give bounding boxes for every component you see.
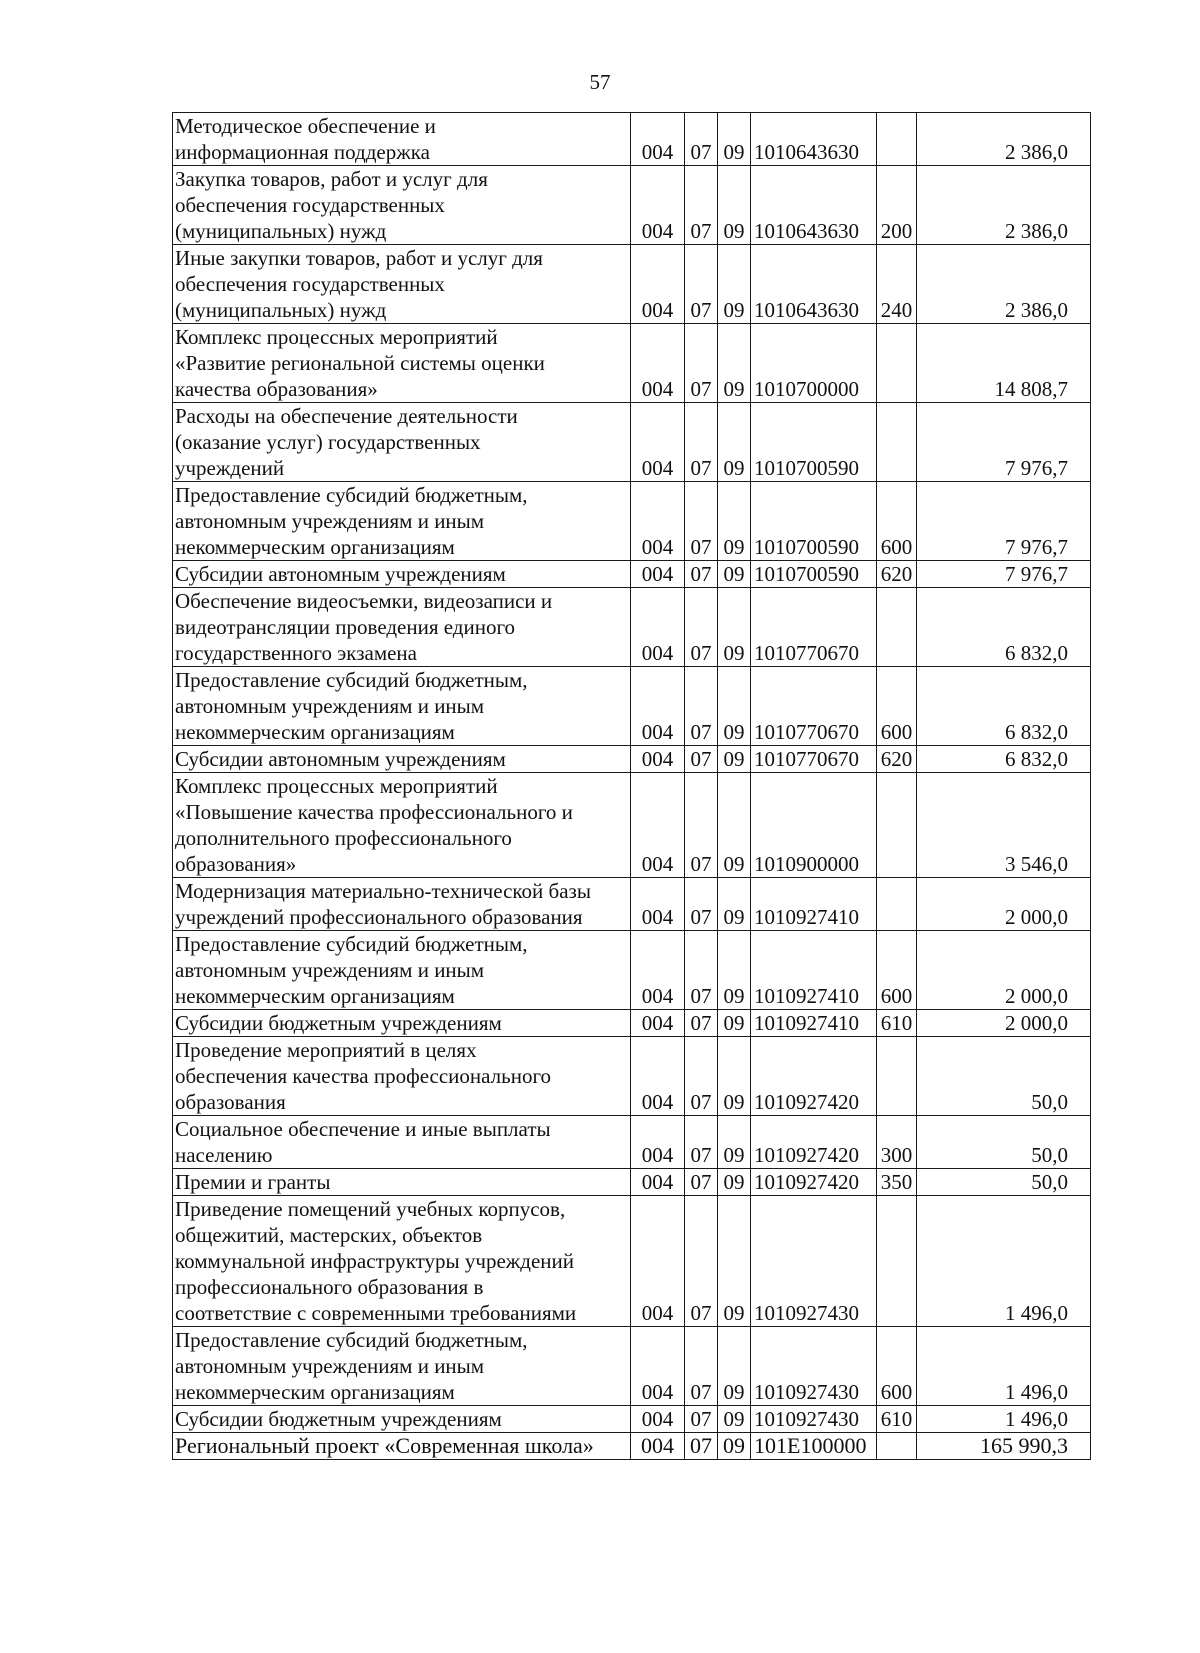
amount-cell: 7 976,7	[917, 561, 1091, 588]
expense-name-line: Иные закупки товаров, работ и услуг для	[175, 246, 543, 270]
expense-name-cell	[173, 588, 631, 667]
subsection-code-cell: 09	[718, 588, 751, 667]
department-code-cell: 004	[631, 1010, 685, 1037]
section-code-cell: 07	[685, 245, 718, 324]
expense-name-cell	[173, 1010, 631, 1037]
department-code-cell: 004	[631, 1169, 685, 1196]
expense-name-cell	[173, 773, 631, 878]
department-code-cell: 004	[631, 588, 685, 667]
table-row	[173, 878, 1091, 931]
amount-cell: 2 386,0	[917, 166, 1091, 245]
amount-cell: 50,0	[917, 1037, 1091, 1116]
section-code-cell: 07	[685, 1327, 718, 1406]
expense-name-line: Обеспечение видеосъемки, видеозаписи и	[175, 589, 553, 613]
expense-type-code-cell	[877, 113, 917, 166]
expense-type-code-cell	[877, 1433, 917, 1460]
table-row	[173, 667, 1091, 746]
target-article-code-cell: 1010643630	[751, 245, 877, 324]
subsection-code-cell: 09	[718, 113, 751, 166]
expense-name-cell	[173, 482, 631, 561]
amount-cell: 1 496,0	[917, 1327, 1091, 1406]
section-code-cell: 07	[685, 482, 718, 561]
subsection-code-cell: 09	[718, 403, 751, 482]
department-code-cell: 004	[631, 166, 685, 245]
department-code-cell: 004	[631, 1406, 685, 1433]
expense-name-line: соответствие с современными требованиями	[175, 1301, 577, 1325]
section-code-cell: 07	[685, 773, 718, 878]
table-row	[173, 1406, 1091, 1433]
expense-type-code-cell: 620	[877, 746, 917, 773]
expense-name-line: информационная поддержка	[175, 140, 430, 164]
amount-cell: 1 496,0	[917, 1196, 1091, 1327]
subsection-code-cell: 09	[718, 667, 751, 746]
department-code-cell: 004	[631, 324, 685, 403]
expense-name-cell	[173, 746, 631, 773]
subsection-code-cell: 09	[718, 324, 751, 403]
table-row	[173, 166, 1091, 245]
target-article-code-cell: 1010700590	[751, 482, 877, 561]
expense-name-line: некоммерческим организациям	[175, 720, 455, 744]
expense-type-code-cell	[877, 324, 917, 403]
section-code-cell: 07	[685, 561, 718, 588]
target-article-code-cell: 1010927420	[751, 1037, 877, 1116]
expense-name-line: видеотрансляции проведения единого	[175, 615, 516, 639]
expense-type-code-cell	[877, 588, 917, 667]
expense-name-line: автономным учреждениям и иным	[175, 958, 485, 982]
expense-name-cell	[173, 166, 631, 245]
subsection-code-cell: 09	[718, 1169, 751, 1196]
target-article-code-cell: 1010770670	[751, 588, 877, 667]
expense-type-code-cell	[877, 403, 917, 482]
department-code-cell: 004	[631, 746, 685, 773]
expense-name-line: Проведение мероприятий в целях	[175, 1038, 477, 1062]
expense-name-cell	[173, 113, 631, 166]
subsection-code-cell: 09	[718, 931, 751, 1010]
amount-cell: 6 832,0	[917, 588, 1091, 667]
expense-name-line: государственного экзамена	[175, 641, 417, 665]
expense-type-code-cell: 300	[877, 1116, 917, 1169]
target-article-code-cell: 1010643630	[751, 113, 877, 166]
subsection-code-cell: 09	[718, 1327, 751, 1406]
amount-cell: 2 386,0	[917, 113, 1091, 166]
section-code-cell: 07	[685, 166, 718, 245]
expense-name-line: Субсидии бюджетным учреждениям	[175, 1407, 502, 1431]
expense-type-code-cell: 200	[877, 166, 917, 245]
expense-name-line: обеспечения государственных	[175, 272, 445, 296]
section-code-cell: 07	[685, 667, 718, 746]
expense-name-line: учреждений профессионального образования	[175, 905, 583, 929]
target-article-code-cell: 1010927410	[751, 931, 877, 1010]
subsection-code-cell: 09	[718, 482, 751, 561]
expense-name-line: автономным учреждениям и иным	[175, 694, 485, 718]
department-code-cell: 004	[631, 1196, 685, 1327]
expense-name-line: Комплекс процессных мероприятий	[175, 325, 498, 349]
department-code-cell: 004	[631, 1433, 685, 1460]
department-code-cell: 004	[631, 931, 685, 1010]
budget-table	[172, 112, 1091, 1460]
target-article-code-cell: 1010927430	[751, 1406, 877, 1433]
subsection-code-cell: 09	[718, 1406, 751, 1433]
table-row	[173, 482, 1091, 561]
expense-type-code-cell: 600	[877, 482, 917, 561]
expense-name-line: Предоставление субсидий бюджетным,	[175, 1328, 528, 1352]
section-code-cell: 07	[685, 1433, 718, 1460]
table-row	[173, 1169, 1091, 1196]
table-row	[173, 773, 1091, 878]
department-code-cell: 004	[631, 113, 685, 166]
expense-name-cell	[173, 1196, 631, 1327]
expense-type-code-cell: 350	[877, 1169, 917, 1196]
amount-cell: 2 000,0	[917, 878, 1091, 931]
expense-name-line: Предоставление субсидий бюджетным,	[175, 932, 528, 956]
section-code-cell: 07	[685, 1010, 718, 1037]
amount-cell: 7 976,7	[917, 403, 1091, 482]
department-code-cell: 004	[631, 1327, 685, 1406]
table-row	[173, 561, 1091, 588]
section-code-cell: 07	[685, 1116, 718, 1169]
expense-name-line: Комплекс процессных мероприятий	[175, 774, 498, 798]
department-code-cell: 004	[631, 1116, 685, 1169]
department-code-cell: 004	[631, 482, 685, 561]
amount-cell: 7 976,7	[917, 482, 1091, 561]
section-code-cell: 07	[685, 403, 718, 482]
expense-name-line: образования»	[175, 852, 297, 876]
subsection-code-cell: 09	[718, 245, 751, 324]
target-article-code-cell: 1010927410	[751, 878, 877, 931]
subsection-code-cell: 09	[718, 746, 751, 773]
target-article-code-cell: 1010643630	[751, 166, 877, 245]
expense-name-line: Предоставление субсидий бюджетным,	[175, 483, 528, 507]
expense-type-code-cell	[877, 878, 917, 931]
subsection-code-cell: 09	[718, 773, 751, 878]
expense-name-line: обеспечения качества профессионального	[175, 1064, 552, 1088]
section-code-cell: 07	[685, 746, 718, 773]
expense-name-line: дополнительного профессионального	[175, 826, 512, 850]
section-code-cell: 07	[685, 1196, 718, 1327]
department-code-cell: 004	[631, 403, 685, 482]
target-article-code-cell: 1010927430	[751, 1327, 877, 1406]
expense-name-line: образования	[175, 1090, 286, 1114]
expense-name-line: Субсидии автономным учреждениям	[175, 562, 506, 586]
expense-name-line: (муниципальных) нужд	[175, 298, 387, 322]
subsection-code-cell: 09	[718, 1010, 751, 1037]
table-row	[173, 403, 1091, 482]
table-row	[173, 245, 1091, 324]
expense-name-cell	[173, 931, 631, 1010]
section-code-cell: 07	[685, 324, 718, 403]
table-row	[173, 1433, 1091, 1460]
expense-name-line: автономным учреждениям и иным	[175, 509, 485, 533]
expense-name-line: автономным учреждениям и иным	[175, 1354, 485, 1378]
expense-name-line: некоммерческим организациям	[175, 535, 455, 559]
expense-name-line: Премии и гранты	[175, 1170, 331, 1194]
expense-name-cell	[173, 1169, 631, 1196]
amount-cell: 2 000,0	[917, 1010, 1091, 1037]
target-article-code-cell: 1010770670	[751, 667, 877, 746]
subsection-code-cell: 09	[718, 1433, 751, 1460]
expense-name-cell	[173, 1433, 631, 1460]
target-article-code-cell: 1010900000	[751, 773, 877, 878]
expense-name-line: общежитий, мастерских, объектов	[175, 1223, 483, 1247]
amount-cell: 2 000,0	[917, 931, 1091, 1010]
section-code-cell: 07	[685, 113, 718, 166]
expense-type-code-cell: 600	[877, 1327, 917, 1406]
expense-name-line: Закупка товаров, работ и услуг для	[175, 167, 488, 191]
target-article-code-cell: 1010700590	[751, 403, 877, 482]
department-code-cell: 004	[631, 561, 685, 588]
subsection-code-cell: 09	[718, 561, 751, 588]
target-article-code-cell: 1010927420	[751, 1116, 877, 1169]
expense-name-cell	[173, 1406, 631, 1433]
target-article-code-cell: 101E100000	[751, 1433, 877, 1460]
section-code-cell: 07	[685, 878, 718, 931]
subsection-code-cell: 09	[718, 1037, 751, 1116]
section-code-cell: 07	[685, 931, 718, 1010]
expense-name-line: Предоставление субсидий бюджетным,	[175, 668, 528, 692]
target-article-code-cell: 1010770670	[751, 746, 877, 773]
expense-name-line: обеспечения государственных	[175, 193, 445, 217]
table-row	[173, 1010, 1091, 1037]
expense-type-code-cell	[877, 1196, 917, 1327]
expense-name-line: Социальное обеспечение и иные выплаты	[175, 1117, 551, 1141]
table-row	[173, 1116, 1091, 1169]
expense-type-code-cell	[877, 1037, 917, 1116]
expense-name-line: Расходы на обеспечение деятельности	[175, 404, 518, 428]
department-code-cell: 004	[631, 245, 685, 324]
expense-type-code-cell: 240	[877, 245, 917, 324]
expense-name-cell	[173, 1116, 631, 1169]
subsection-code-cell: 09	[718, 166, 751, 245]
section-code-cell: 07	[685, 1037, 718, 1116]
expense-name-cell	[173, 324, 631, 403]
expense-name-line: населению	[175, 1143, 273, 1167]
expense-name-line: (муниципальных) нужд	[175, 219, 387, 243]
expense-name-line: некоммерческим организациям	[175, 1380, 455, 1404]
expense-type-code-cell: 610	[877, 1406, 917, 1433]
table-row	[173, 746, 1091, 773]
expense-type-code-cell	[877, 773, 917, 878]
table-row	[173, 324, 1091, 403]
table-row	[173, 588, 1091, 667]
expense-name-line: (оказание услуг) государственных	[175, 430, 481, 454]
expense-name-line: «Развитие региональной системы оценки	[175, 351, 545, 375]
amount-cell: 165 990,3	[917, 1433, 1091, 1460]
department-code-cell: 004	[631, 773, 685, 878]
table-row	[173, 931, 1091, 1010]
target-article-code-cell: 1010700590	[751, 561, 877, 588]
amount-cell: 2 386,0	[917, 245, 1091, 324]
expense-name-cell	[173, 403, 631, 482]
page-number: 57	[589, 70, 611, 94]
expense-name-cell	[173, 245, 631, 324]
subsection-code-cell: 09	[718, 1116, 751, 1169]
target-article-code-cell: 1010927410	[751, 1010, 877, 1037]
amount-cell: 14 808,7	[917, 324, 1091, 403]
target-article-code-cell: 1010927430	[751, 1196, 877, 1327]
expense-name-cell	[173, 1327, 631, 1406]
expense-name-line: Субсидии бюджетным учреждениям	[175, 1011, 502, 1035]
expense-name-line: «Повышение качества профессионального и	[175, 800, 573, 824]
table-row	[173, 1327, 1091, 1406]
expense-name-line: коммунальной инфраструктуры учреждений	[175, 1249, 575, 1273]
section-code-cell: 07	[685, 1406, 718, 1433]
expense-name-line: некоммерческим организациям	[175, 984, 455, 1008]
expense-name-line: учреждений	[175, 456, 285, 480]
expense-type-code-cell: 600	[877, 667, 917, 746]
expense-name-cell	[173, 667, 631, 746]
amount-cell: 50,0	[917, 1169, 1091, 1196]
table-row	[173, 1196, 1091, 1327]
amount-cell: 6 832,0	[917, 746, 1091, 773]
target-article-code-cell: 1010927420	[751, 1169, 877, 1196]
subsection-code-cell: 09	[718, 1196, 751, 1327]
expense-name-line: Методическое обеспечение и	[175, 114, 436, 138]
expense-type-code-cell: 620	[877, 561, 917, 588]
expense-name-line: профессионального образования в	[175, 1275, 484, 1299]
amount-cell: 50,0	[917, 1116, 1091, 1169]
amount-cell: 6 832,0	[917, 667, 1091, 746]
department-code-cell: 004	[631, 1037, 685, 1116]
expense-name-line: Приведение помещений учебных корпусов,	[175, 1197, 566, 1221]
amount-cell: 1 496,0	[917, 1406, 1091, 1433]
expense-name-line: Модернизация материально-технической базы	[175, 879, 591, 903]
expense-type-code-cell: 600	[877, 931, 917, 1010]
department-code-cell: 004	[631, 878, 685, 931]
expense-name-cell	[173, 561, 631, 588]
table-body	[173, 113, 1091, 1460]
table-row	[173, 1037, 1091, 1116]
section-code-cell: 07	[685, 588, 718, 667]
expense-name-cell	[173, 1037, 631, 1116]
target-article-code-cell: 1010700000	[751, 324, 877, 403]
amount-cell: 3 546,0	[917, 773, 1091, 878]
expense-name-line: Региональный проект «Современная школа»	[175, 1433, 594, 1458]
expense-name-cell	[173, 878, 631, 931]
table-row	[173, 113, 1091, 166]
department-code-cell: 004	[631, 667, 685, 746]
expense-type-code-cell: 610	[877, 1010, 917, 1037]
expense-name-line: качества образования»	[175, 377, 378, 401]
expense-name-line: Субсидии автономным учреждениям	[175, 747, 506, 771]
subsection-code-cell: 09	[718, 878, 751, 931]
section-code-cell: 07	[685, 1169, 718, 1196]
